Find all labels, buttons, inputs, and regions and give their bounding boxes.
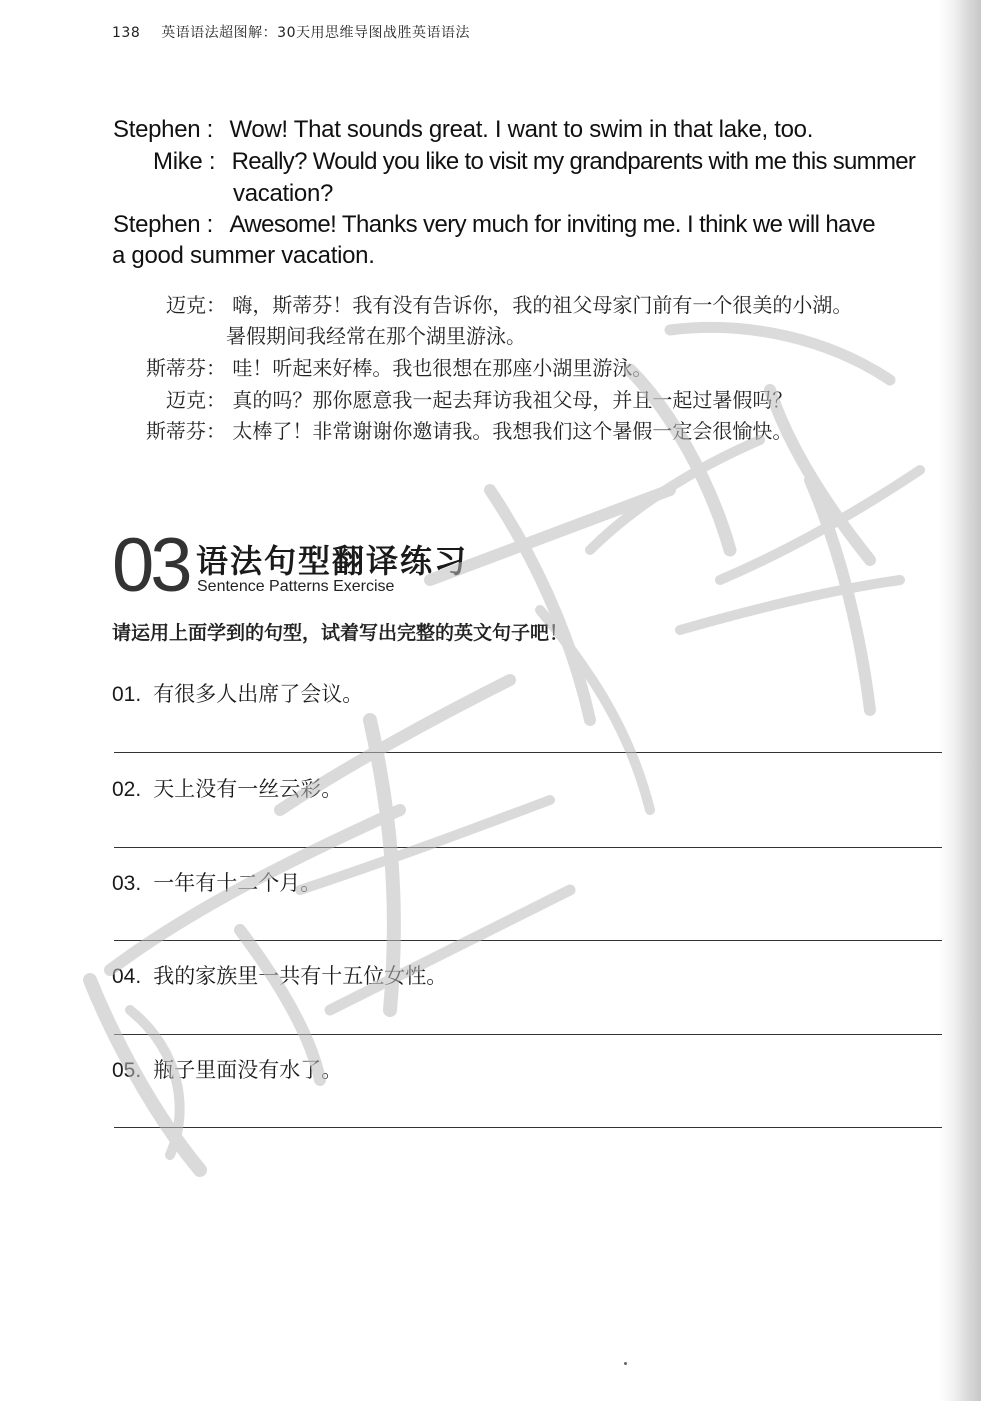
dialogue-cn-line <box>136 289 852 318</box>
dialogue-text: Wow! That sounds great. I want to swim in that lake, too. <box>229 116 814 143</box>
speaker-label: Mike : <box>153 148 216 175</box>
exercise-number: 02. <box>112 778 142 801</box>
dialogue-text: 暑假期间我经常在那个湖里游泳。 <box>226 324 526 348</box>
exercise-prompt: 瓶子里面没有水了。 <box>153 1058 343 1082</box>
speaker-label: 迈克： <box>166 388 226 412</box>
book-title: 英语语法超图解：30天用思维导图战胜英语语法 <box>161 25 471 41</box>
exercise-number: 05. <box>112 1059 142 1082</box>
exercise-prompt: 有很多人出席了会议。 <box>153 682 364 706</box>
exercise-item <box>112 960 447 990</box>
dialogue-text: Awesome! Thanks very much for inviting me. I think we will have <box>229 211 876 238</box>
dialogue-en-line <box>233 180 981 208</box>
dialogue-text: Really? Would you like to visit my grandparents with me this summer <box>231 148 916 175</box>
dialogue-en-line <box>153 148 981 176</box>
answer-line[interactable] <box>114 752 942 753</box>
answer-line[interactable] <box>114 1034 942 1035</box>
section-number: 03 <box>112 523 189 608</box>
exercise-number: 01. <box>112 683 142 706</box>
dialogue-en-line <box>112 242 962 270</box>
section-title-cn: 语法句型翻译练习 <box>196 542 469 580</box>
exercise-prompt: 我的家族里一共有十五位女性。 <box>153 964 448 988</box>
exercise-item <box>112 773 342 803</box>
page-number: 138 <box>112 25 141 41</box>
exercise-number: 04. <box>112 965 142 988</box>
scan-speck <box>624 1362 627 1365</box>
exercise-item <box>112 1054 342 1084</box>
dialogue-cn-line <box>226 320 526 349</box>
dialogue-cn-line <box>136 415 792 444</box>
exercise-item <box>112 867 321 897</box>
exercise-prompt: 天上没有一丝云彩。 <box>153 777 343 801</box>
watermark-strokes <box>90 327 920 1170</box>
dialogue-text: 嗨，斯蒂芬！我有没有告诉你，我的祖父母家门前有一个很美的小湖。 <box>232 293 853 317</box>
speaker-label: 迈克： <box>166 293 226 317</box>
exercise-prompt: 一年有十二个月。 <box>153 871 322 895</box>
dialogue-text: 真的吗？那你愿意我一起去拜访我祖父母，并且一起过暑假吗？ <box>232 388 793 412</box>
section-title-en: Sentence Patterns Exercise <box>197 578 395 595</box>
exercise-item <box>112 678 363 708</box>
dialogue-cn-line <box>136 384 792 413</box>
dialogue-en-line <box>113 116 963 144</box>
dialogue-en-line <box>113 211 963 239</box>
dialogue-text: vacation? <box>233 180 334 207</box>
speaker-label: Stephen : <box>113 211 214 238</box>
answer-line[interactable] <box>114 940 942 941</box>
answer-line[interactable] <box>114 1127 942 1128</box>
exercise-instruction: 请运用上面学到的句型，试着写出完整的英文句子吧！ <box>112 622 569 644</box>
dialogue-text: 哇！听起来好棒。我也很想在那座小湖里游泳。 <box>232 356 653 380</box>
dialogue-text: a good summer vacation. <box>112 242 375 269</box>
dialogue-text: 太棒了！非常谢谢你邀请我。我想我们这个暑假一定会很愉快。 <box>232 419 793 443</box>
speaker-label: Stephen : <box>113 116 214 143</box>
page-header <box>112 22 470 42</box>
exercise-number: 03. <box>112 872 142 895</box>
dialogue-cn-line <box>136 352 652 381</box>
speaker-label: 斯蒂芬： <box>146 356 226 380</box>
speaker-label: 斯蒂芬： <box>146 419 226 443</box>
answer-line[interactable] <box>114 847 942 848</box>
